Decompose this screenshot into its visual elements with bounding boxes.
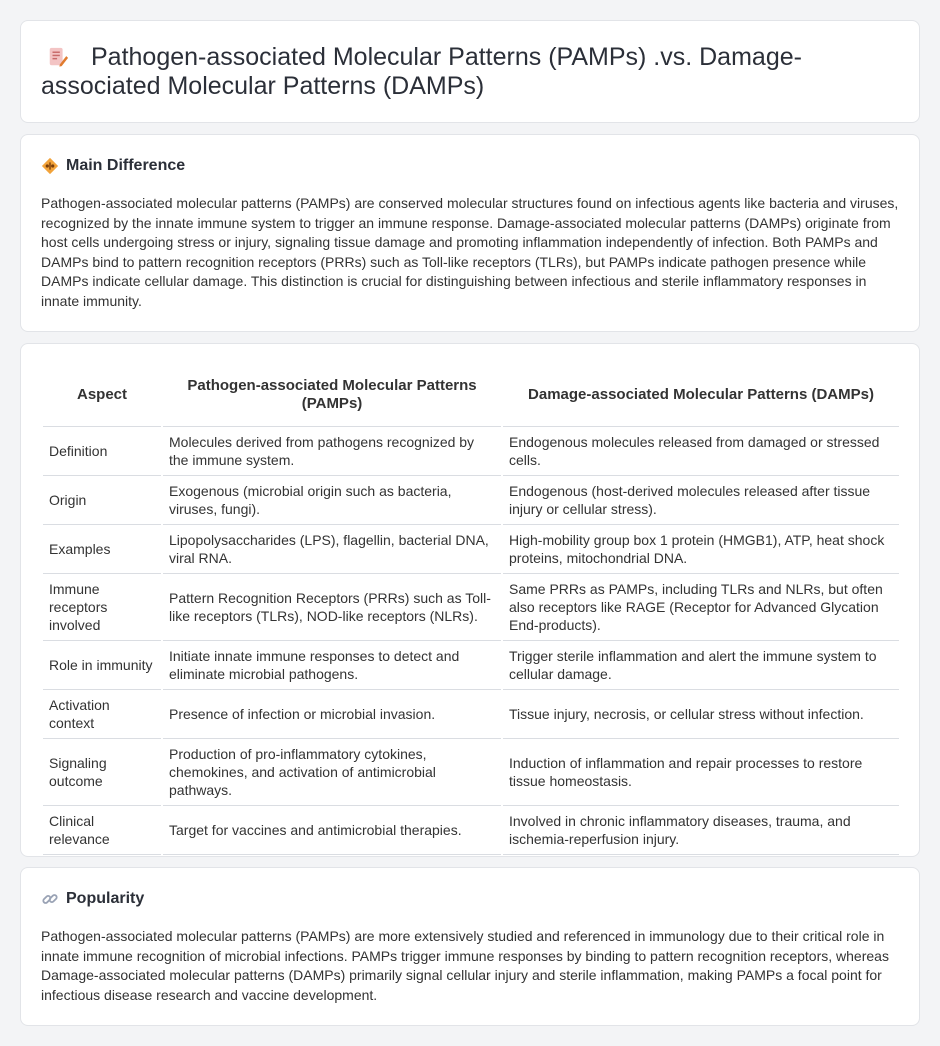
damps-cell: Induction of inflammation and repair processes to restore tissue homeostasis. <box>502 738 899 805</box>
puzzle-diamond-icon <box>41 157 59 175</box>
aspect-cell: Immune receptors involved <box>43 573 162 640</box>
aspect-cell: Examples <box>43 524 162 573</box>
pamps-cell: Exogenous (microbial origin such as bacteria, viruses, fungi). <box>162 475 502 524</box>
damps-cell: Same PRRs as PAMPs, including TLRs and NLRs, but often also receptors like RAGE (Receptor for Advanced Glycation End-products). <box>502 573 899 640</box>
popularity-title: Popularity <box>66 890 145 907</box>
header-damps: Damage-associated Molecular Patterns (DAMPs) <box>502 364 899 426</box>
aspect-cell: Clinical relevance <box>43 805 162 854</box>
comparison-card <box>20 343 920 857</box>
pamps-cell: Production of pro-inflammatory cytokines, chemokines, and activation of antimicrobial pathways. <box>162 738 502 805</box>
table-row <box>43 524 899 573</box>
pamps-cell: Pattern Recognition Receptors (PRRs) such as Toll-like receptors (TLRs), NOD-like receptors (NLRs). <box>162 573 502 640</box>
table-row <box>43 805 899 854</box>
damps-cell: Trigger sterile inflammation and alert the immune system to cellular damage. <box>502 640 899 689</box>
popularity-heading <box>41 888 899 910</box>
pamps-cell: Lipopolysaccharides (LPS), flagellin, bacterial DNA, viral RNA. <box>162 524 502 573</box>
link-icon <box>41 890 59 908</box>
document-edit-icon <box>47 46 69 68</box>
pamps-cell: Initiate innate immune responses to detect and eliminate microbial pathogens. <box>162 640 502 689</box>
table-row <box>43 426 899 475</box>
comparison-table <box>43 364 899 855</box>
main-difference-text: Pathogen-associated molecular patterns (PAMPs) are conserved molecular structures found on infectious agents like bacteria and viruses, recognized by the innate immune system to trigger an immune response. Damage-associated molecular patterns (DAMPs) originate from host cells undergoing stress or injury, signaling tissue damage and promoting inflammation independently of infection. Both PAMPs and DAMPs bind to pattern recognition receptors (PRRs) such as Toll-like receptors (TLRs), but PAMPs indicate pathogen presence while DAMPs indicate cellular damage. This distinction is crucial for distinguishing between infectious and sterile inflammatory responses in innate immunity. <box>41 195 899 309</box>
page-title <box>41 43 899 101</box>
pamps-cell: Target for vaccines and antimicrobial therapies. <box>162 805 502 854</box>
damps-cell: Tissue injury, necrosis, or cellular stress without infection. <box>502 689 899 738</box>
popularity-text: Pathogen-associated molecular patterns (PAMPs) are more extensively studied and referenced in immunology due to their critical role in innate immune recognition of microbial infections. PAMPs trigger immune responses by binding to pattern recognition receptors, whereas Damage-associated molecular patterns (DAMPs) primarily signal cellular injury and sterile inflammation, making PAMPs a focal point for infectious disease research and vaccine development. <box>41 928 889 1003</box>
title-card <box>20 20 920 123</box>
pamps-cell: Presence of infection or microbial invasion. <box>162 689 502 738</box>
aspect-cell: Definition <box>43 426 162 475</box>
table-row <box>43 640 899 689</box>
damps-cell: Endogenous molecules released from damaged or stressed cells. <box>502 426 899 475</box>
table-row <box>43 689 899 738</box>
table-row <box>43 738 899 805</box>
aspect-cell: Activation context <box>43 689 162 738</box>
header-aspect: Aspect <box>43 364 162 426</box>
main-difference-heading <box>41 155 899 177</box>
damps-cell: High-mobility group box 1 protein (HMGB1), ATP, heat shock proteins, mitochondrial DNA. <box>502 524 899 573</box>
header-pamps: Pathogen-associated Molecular Patterns (PAMPs) <box>162 364 502 426</box>
aspect-cell: Signaling outcome <box>43 738 162 805</box>
page-title-text: Pathogen-associated Molecular Patterns (PAMPs) .vs. Damage-associated Molecular Patterns (DAMPs) <box>41 43 802 100</box>
main-difference-title: Main Difference <box>66 157 186 174</box>
table-row <box>43 573 899 640</box>
table-row <box>43 475 899 524</box>
damps-cell: Endogenous (host-derived molecules released after tissue injury or cellular stress). <box>502 475 899 524</box>
popularity-card <box>20 867 920 1026</box>
damps-cell: Involved in chronic inflammatory diseases, trauma, and ischemia-reperfusion injury. <box>502 805 899 854</box>
table-header-row <box>43 364 899 426</box>
main-difference-card <box>20 134 920 332</box>
aspect-cell: Role in immunity <box>43 640 162 689</box>
pamps-cell: Molecules derived from pathogens recognized by the immune system. <box>162 426 502 475</box>
aspect-cell: Origin <box>43 475 162 524</box>
